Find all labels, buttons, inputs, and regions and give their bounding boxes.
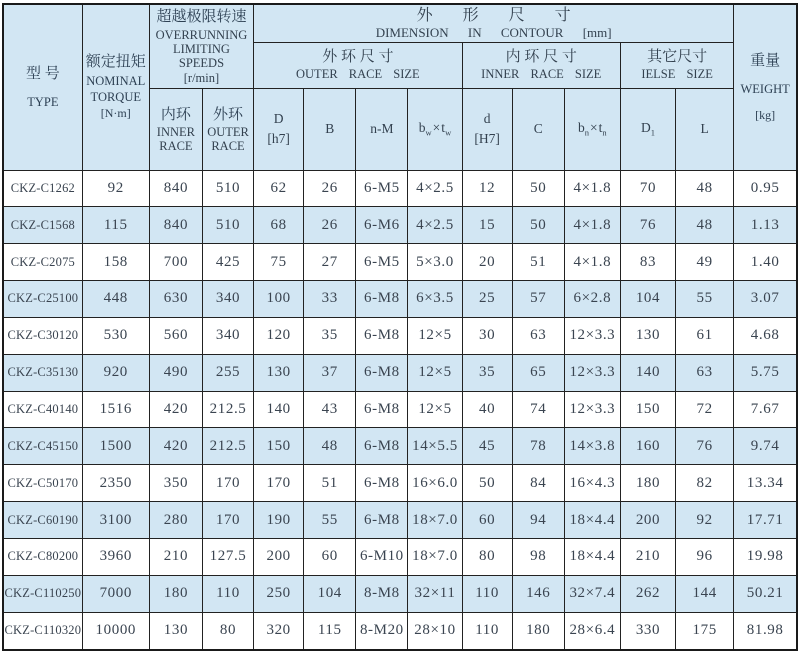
cell-type: CKZ-C110320	[3, 612, 82, 650]
cell-bntn: 6×2.8	[564, 281, 620, 318]
cell-bntn: 12×3.3	[564, 391, 620, 428]
header-col-bwtw: $b_w\times t_w$	[408, 88, 462, 170]
cell-d: 25	[462, 281, 512, 318]
cell-bwtw: 18×7.0	[408, 502, 462, 539]
cell-inner_speed: 840	[149, 207, 202, 244]
cell-outer_speed: 170	[202, 502, 253, 539]
header-inner-size-en: INNER RACE SIZE	[481, 66, 602, 81]
cell-B: 60	[304, 538, 356, 575]
cell-bntn: 4×1.8	[564, 170, 620, 207]
cell-inner_speed: 180	[149, 575, 202, 612]
cell-nM: 6-M10	[356, 538, 408, 575]
cell-D1: 70	[620, 170, 675, 207]
header-col-d: d [H7]	[462, 88, 512, 170]
cell-B: 37	[304, 354, 356, 391]
cell-d: 35	[462, 354, 512, 391]
cell-C: 146	[512, 575, 564, 612]
header-outer-race	[202, 88, 253, 170]
cell-inner_speed: 630	[149, 281, 202, 318]
cell-D: 75	[254, 244, 304, 281]
cell-type: CKZ-C60190	[3, 502, 82, 539]
cell-C: 98	[512, 538, 564, 575]
cell-bwtw: 6×3.5	[408, 281, 462, 318]
cell-outer_speed: 80	[202, 612, 253, 650]
header-torque-en1: NOMINAL	[86, 73, 146, 88]
header-outer-race-size	[254, 42, 462, 88]
cell-D1: 262	[620, 575, 675, 612]
cell-bwtw: 32×11	[408, 575, 462, 612]
cell-outer_speed: 255	[202, 354, 253, 391]
cell-L: 92	[676, 502, 734, 539]
cell-torque: 3100	[82, 502, 149, 539]
header-col-L: L	[676, 88, 734, 170]
cell-D: 130	[254, 354, 304, 391]
table-row	[3, 538, 797, 575]
header-dimension-in-contour	[254, 4, 734, 42]
cell-B: 33	[304, 281, 356, 318]
cell-inner_speed: 700	[149, 244, 202, 281]
cell-torque: 1500	[82, 428, 149, 465]
cell-B: 51	[304, 465, 356, 502]
table-row	[3, 170, 797, 207]
cell-bwtw: 28×10	[408, 612, 462, 650]
cell-bwtw: 4×2.5	[408, 170, 462, 207]
cell-D: 140	[254, 391, 304, 428]
table-header	[3, 4, 797, 170]
cell-type: CKZ-C2075	[3, 244, 82, 281]
header-weight-en: WEIGHT	[740, 81, 790, 96]
cell-D1: 160	[620, 428, 675, 465]
cell-bwtw: 14×5.5	[408, 428, 462, 465]
cell-bntn: 4×1.8	[564, 244, 620, 281]
cell-B: 26	[304, 170, 356, 207]
cell-B: 55	[304, 502, 356, 539]
table-row	[3, 317, 797, 354]
cell-D: 250	[254, 575, 304, 612]
header-speeds-en1: OVERRUNNING	[155, 27, 248, 42]
header-outer-size-zh: 外 环 尺 寸	[322, 48, 394, 65]
header-col-D: D [h7]	[254, 88, 304, 170]
header-outer-race-zh: 外环	[213, 106, 244, 123]
cell-bntn: 14×3.8	[564, 428, 620, 465]
cell-L: 48	[676, 170, 734, 207]
header-speeds-zh: 超越极限转速	[156, 9, 247, 26]
cell-outer_speed: 340	[202, 281, 253, 318]
header-inner-race-zh: 内环	[160, 106, 191, 123]
cell-inner_speed: 420	[149, 428, 202, 465]
cell-nM: 6-M8	[356, 428, 408, 465]
cell-d: 80	[462, 538, 512, 575]
cell-weight: 81.98	[734, 612, 797, 650]
cell-d: 40	[462, 391, 512, 428]
cell-d: 50	[462, 465, 512, 502]
header-inner-race-size	[462, 42, 620, 88]
cell-type: CKZ-C40140	[3, 391, 82, 428]
cell-bntn: 32×7.4	[564, 575, 620, 612]
cell-B: 104	[304, 575, 356, 612]
cell-C: 63	[512, 317, 564, 354]
cell-bwtw: 16×6.0	[408, 465, 462, 502]
cell-bwtw: 4×2.5	[408, 207, 462, 244]
cell-outer_speed: 340	[202, 317, 253, 354]
cell-nM: 6-M8	[356, 465, 408, 502]
cell-outer_speed: 510	[202, 170, 253, 207]
table-row	[3, 612, 797, 650]
cell-nM: 6-M8	[356, 317, 408, 354]
table-row	[3, 465, 797, 502]
cell-B: 115	[304, 612, 356, 650]
cell-nM: 6-M5	[356, 170, 408, 207]
cell-C: 74	[512, 391, 564, 428]
cell-nM: 6-M5	[356, 244, 408, 281]
cell-nM: 6-M8	[356, 391, 408, 428]
cell-torque: 1516	[82, 391, 149, 428]
cell-D1: 150	[620, 391, 675, 428]
header-type-en: TYPE	[27, 95, 59, 110]
header-inner-race-en1: INNER	[156, 124, 195, 139]
table-row	[3, 391, 797, 428]
cell-d: 110	[462, 575, 512, 612]
table-row	[3, 428, 797, 465]
cell-C: 50	[512, 170, 564, 207]
header-type	[3, 4, 82, 170]
table-row	[3, 575, 797, 612]
header-torque-en2: TORQUE	[90, 89, 141, 104]
cell-outer_speed: 110	[202, 575, 253, 612]
cell-torque: 530	[82, 317, 149, 354]
cell-L: 55	[676, 281, 734, 318]
cell-bntn: 18×4.4	[564, 538, 620, 575]
cell-bntn: 12×3.3	[564, 317, 620, 354]
cell-bwtw: 18×7.0	[408, 538, 462, 575]
cell-D: 150	[254, 428, 304, 465]
cell-torque: 3960	[82, 538, 149, 575]
cell-weight: 9.74	[734, 428, 797, 465]
header-weight	[734, 4, 797, 170]
cell-inner_speed: 130	[149, 612, 202, 650]
cell-D: 68	[254, 207, 304, 244]
header-speeds-unit: [r/min]	[183, 70, 220, 85]
cell-L: 82	[676, 465, 734, 502]
cell-weight: 0.95	[734, 170, 797, 207]
cell-outer_speed: 212.5	[202, 391, 253, 428]
cell-inner_speed: 420	[149, 391, 202, 428]
cell-C: 78	[512, 428, 564, 465]
header-else-size-en: IELSE SIZE	[641, 66, 713, 81]
cell-C: 57	[512, 281, 564, 318]
cell-weight: 5.75	[734, 354, 797, 391]
cell-B: 27	[304, 244, 356, 281]
cell-torque: 2350	[82, 465, 149, 502]
cell-d: 20	[462, 244, 512, 281]
cell-inner_speed: 210	[149, 538, 202, 575]
header-nominal-torque	[82, 4, 149, 170]
table-row	[3, 244, 797, 281]
cell-weight: 13.34	[734, 465, 797, 502]
cell-bwtw: 12×5	[408, 391, 462, 428]
header-col-bntn: $b_n\times t_n$	[564, 88, 620, 170]
cell-L: 144	[676, 575, 734, 612]
cell-D1: 83	[620, 244, 675, 281]
table-body	[3, 170, 797, 650]
cell-nM: 8-M8	[356, 575, 408, 612]
cell-D1: 330	[620, 612, 675, 650]
cell-L: 96	[676, 538, 734, 575]
cell-L: 61	[676, 317, 734, 354]
cell-bntn: 16×4.3	[564, 465, 620, 502]
header-speeds-en2: LIMITING SPEEDS	[172, 42, 230, 71]
cell-weight: 19.98	[734, 538, 797, 575]
cell-weight: 1.40	[734, 244, 797, 281]
header-else-size-zh: 其它尺寸	[647, 48, 708, 65]
cell-C: 94	[512, 502, 564, 539]
cell-D: 120	[254, 317, 304, 354]
cell-torque: 7000	[82, 575, 149, 612]
header-else-size	[620, 42, 733, 88]
cell-weight: 1.13	[734, 207, 797, 244]
header-outer-race-en2: RACE	[211, 139, 245, 154]
cell-D: 200	[254, 538, 304, 575]
cell-outer_speed: 510	[202, 207, 253, 244]
cell-inner_speed: 350	[149, 465, 202, 502]
cell-B: 26	[304, 207, 356, 244]
header-inner-race	[149, 88, 202, 170]
cell-torque: 158	[82, 244, 149, 281]
cell-d: 45	[462, 428, 512, 465]
cell-C: 50	[512, 207, 564, 244]
header-weight-unit: [kg]	[755, 108, 776, 123]
cell-L: 63	[676, 354, 734, 391]
cell-type: CKZ-C45150	[3, 428, 82, 465]
cell-outer_speed: 425	[202, 244, 253, 281]
cell-weight: 3.07	[734, 281, 797, 318]
table-row	[3, 281, 797, 318]
cell-torque: 920	[82, 354, 149, 391]
header-dimension-zh: 外 形 尺 寸	[416, 6, 571, 24]
header-torque-zh: 额定扭矩	[85, 54, 146, 71]
cell-bwtw: 12×5	[408, 354, 462, 391]
cell-nM: 6-M8	[356, 281, 408, 318]
cell-D: 320	[254, 612, 304, 650]
cell-D1: 76	[620, 207, 675, 244]
table-row	[3, 354, 797, 391]
cell-d: 30	[462, 317, 512, 354]
cell-D1: 200	[620, 502, 675, 539]
cell-type: CKZ-C110250	[3, 575, 82, 612]
cell-type: CKZ-C25100	[3, 281, 82, 318]
cell-type: CKZ-C50170	[3, 465, 82, 502]
cell-d: 60	[462, 502, 512, 539]
cell-d: 12	[462, 170, 512, 207]
cell-type: CKZ-C1262	[3, 170, 82, 207]
cell-outer_speed: 170	[202, 465, 253, 502]
cell-C: 180	[512, 612, 564, 650]
header-inner-size-zh: 内 环 尺 寸	[505, 48, 577, 65]
cell-weight: 17.71	[734, 502, 797, 539]
cell-bntn: 28×6.4	[564, 612, 620, 650]
cell-D1: 104	[620, 281, 675, 318]
header-col-D1: $D_1$	[620, 88, 675, 170]
header-dimension-en: DIMENSION IN CONTOUR [mm]	[375, 25, 612, 41]
header-weight-zh: 重量	[750, 52, 781, 69]
cell-D1: 180	[620, 465, 675, 502]
cell-D1: 130	[620, 317, 675, 354]
cell-bntn: 12×3.3	[564, 354, 620, 391]
cell-d: 15	[462, 207, 512, 244]
cell-bwtw: 5×3.0	[408, 244, 462, 281]
cell-torque: 448	[82, 281, 149, 318]
cell-L: 76	[676, 428, 734, 465]
cell-outer_speed: 212.5	[202, 428, 253, 465]
header-outer-race-en1: OUTER	[207, 124, 249, 139]
cell-D1: 140	[620, 354, 675, 391]
cell-bwtw: 12×5	[408, 317, 462, 354]
cell-D1: 210	[620, 538, 675, 575]
cell-torque: 115	[82, 207, 149, 244]
header-col-nM: n-M	[356, 88, 408, 170]
cell-type: CKZ-C30120	[3, 317, 82, 354]
cell-outer_speed: 127.5	[202, 538, 253, 575]
table-row	[3, 207, 797, 244]
cell-weight: 4.68	[734, 317, 797, 354]
cell-L: 175	[676, 612, 734, 650]
cell-L: 48	[676, 207, 734, 244]
cell-inner_speed: 280	[149, 502, 202, 539]
cell-L: 49	[676, 244, 734, 281]
header-inner-race-en2: RACE	[159, 139, 193, 154]
cell-B: 35	[304, 317, 356, 354]
cell-type: CKZ-C1568	[3, 207, 82, 244]
cell-bntn: 4×1.8	[564, 207, 620, 244]
table-row	[3, 502, 797, 539]
header-torque-unit: [N·m]	[100, 106, 131, 121]
cell-B: 43	[304, 391, 356, 428]
cell-d: 110	[462, 612, 512, 650]
cell-D: 100	[254, 281, 304, 318]
cell-torque: 92	[82, 170, 149, 207]
header-type-zh: 型 号	[25, 66, 60, 82]
cell-weight: 7.67	[734, 391, 797, 428]
cell-B: 48	[304, 428, 356, 465]
cell-type: CKZ-C80200	[3, 538, 82, 575]
cell-inner_speed: 490	[149, 354, 202, 391]
header-col-C: C	[512, 88, 564, 170]
header-overrunning-speeds	[149, 4, 253, 88]
cell-nM: 6-M6	[356, 207, 408, 244]
cell-C: 65	[512, 354, 564, 391]
cell-type: CKZ-C35130	[3, 354, 82, 391]
cell-D: 62	[254, 170, 304, 207]
cell-D: 190	[254, 502, 304, 539]
cell-nM: 6-M8	[356, 354, 408, 391]
cell-inner_speed: 840	[149, 170, 202, 207]
cell-weight: 50.21	[734, 575, 797, 612]
header-col-B: B	[304, 88, 356, 170]
clutch-spec-table	[2, 3, 798, 651]
cell-C: 51	[512, 244, 564, 281]
cell-bntn: 18×4.4	[564, 502, 620, 539]
cell-nM: 8-M20	[356, 612, 408, 650]
cell-L: 72	[676, 391, 734, 428]
header-outer-size-en: OUTER RACE SIZE	[296, 66, 420, 81]
cell-inner_speed: 560	[149, 317, 202, 354]
cell-C: 84	[512, 465, 564, 502]
cell-D: 170	[254, 465, 304, 502]
cell-nM: 6-M8	[356, 502, 408, 539]
cell-torque: 10000	[82, 612, 149, 650]
